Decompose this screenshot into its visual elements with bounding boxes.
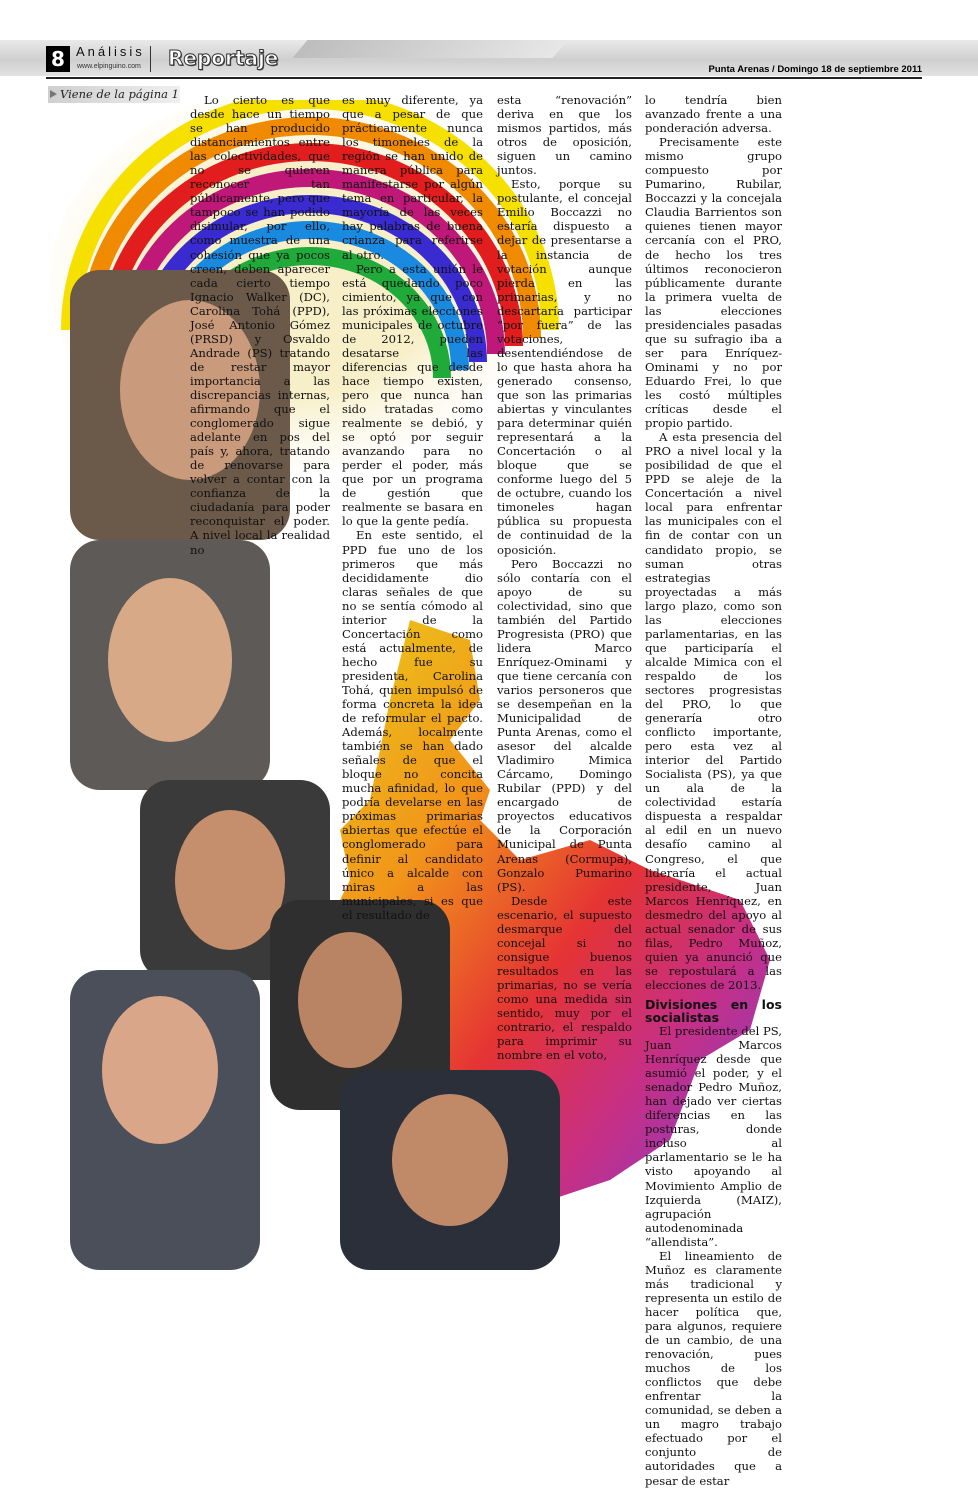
article-paragraph: Esto, porque su postulante, el concejal Emilio Boccazzi no estaría dispuesto a dejar de presentarse a la instancia de votación aunque pierda en las primarias, y no descartaría participar “por fuera” de las votaciones, desentendiéndose de lo que hasta ahora ha generado consenso, que son las primarias abiertas y vinculantes para determinar quién representará a la Concertación o al bloque que se conforme luego del 5 de octubre, cuando los timoneles hagan pública su propuesta de continuidad de la oposición.	[497, 177, 632, 557]
page-number: 8	[46, 46, 70, 72]
page-header	[0, 0, 978, 80]
brand-divider	[150, 46, 151, 72]
article-paragraph: esta “renovación” deriva en que los mismos partidos, más otros de oposición, siguen un camino juntos.	[497, 93, 632, 178]
section-title: Reportaje	[168, 46, 279, 70]
article-paragraph: Pero Boccazzi no sólo contaría con el apoyo de su colectividad, sino que también del Partido Progresista (PRO) que lidera Marco Enríquez-Ominami y que tiene cercanía con varios personeros que se desempeñan en la Municipalidad de Punta Arenas, como el asesor del alcalde Vladimiro Mimica Cárcamo, Domingo Rubilar (PPD) y del encargado de proyectos educativos de la Corporación Municipal de Punta Arenas (Cormupa), Gonzalo Pumarino (PS).	[497, 556, 632, 894]
article-column-1	[190, 93, 330, 557]
portrait-face-4	[102, 996, 218, 1144]
article-paragraph: Lo cierto es que desde hace un tiempo se han producido distanciamientos entre las colectividades, que no se quieren reconocer tan públicamente, pero que tampoco se han podido disimular, por ello, como muestra de una cohesión que ya pocos creen, deben aparecer cada cierto tiempo Ignacio Walker (DC), Carolina Tohá (PPD), José Antonio Gómez (PRSD) y Osvaldo Andrade (PS) tratando de restar mayor importancia a las discrepancias internas, afirmando que el conglomerado sigue adelante en pos del país y, ahora, tratando de renovarse para volver a contar con la confianza de la ciudadanía para poder reconquistar el poder. A nivel local la realidad no	[190, 93, 330, 557]
article-paragraph: A esta presencia del PRO a nivel local y la posibilidad de que el PPD se aleje de la Concertación a nivel local para enfrentar las municipales con el fin de contar con un candidato propio, se suman otras estrategias proyectadas a más largo plazo, como son las elecciones parlamentarias, en las que participaría el alcalde Mimica con el respaldo de los sectores progresistas del PRO, lo que generaría otro conflicto importante, pero esta vez al interior del Partido Socialista (PS), ya que un ala de la colectividad estaría dispuesta a respaldar al edil en un nuevo desafío camino al Congreso, el que lideraría el actual presidente, Juan Marcos Henríquez, en desmedro del apoyo al actual senador de sus filas, Pedro Muñoz, quien ya anunció que se repostulará a las elecciones de 2013.	[645, 430, 782, 992]
article-paragraph: En este sentido, el PPD fue uno de los primeros que más decididamente dio claras señales de que no se sentía cómodo al interior de la Concertación como está actualmente, de hecho fue su presidenta, Carolina Tohá, quien impulsó de forma concreta la idea de reformular el pacto. Además, localmente también se han dado señales de que el bloque no concita mucha afinidad, lo que podría develarse en las próximas primarias abiertas que efectúe el conglomerado para definir al candidato único a alcalde con miras a las municipales, si es que el resultado de	[342, 528, 483, 922]
dateline: Punta Arenas / Domingo 18 de septiembre 2011	[708, 64, 922, 75]
portrait-face-2	[108, 578, 232, 742]
portrait-face-6	[392, 1094, 508, 1226]
article-paragraph: Precisamente este mismo grupo compuesto por Pumarino, Rubilar, Boccazzi y la concejala Claudia Barrientos son quienes tienen mayor cercanía con el PRO, de hecho los tres últimos reconocieron públicamente durante la primera vuelta de las elecciones presidenciales pasadas que su sufragio iba a ser para Enríquez-Ominami y no por Eduardo Frei, lo que les costó múltiples críticas desde el propio partido.	[645, 135, 782, 431]
continued-from-label: Viene de la página 1	[48, 86, 180, 103]
portrait-face-3	[175, 810, 285, 950]
article-column-2	[342, 93, 483, 922]
brand-logo: Análisis	[76, 44, 145, 59]
article-paragraph: Desde este escenario, el supuesto desmarque del concejal si no consigue buenos resultados en las primarias, no se vería como una medida sin sentido, muy por el contrario, el respaldo para imprimir su nombre en el voto,	[497, 893, 632, 1063]
article-paragraph: El presidente del PS, Juan Marcos Henríquez desde que asumió el poder, y el senador Pedro Muñoz, han dejado ver ciertas diferencias en las posturas, donde incluso al parlamentario se le ha visto apoyando al Movimiento Amplio de Izquierda (MAIZ), agrupación autodenominada “allendista”.	[645, 1024, 782, 1249]
article-column-3	[497, 93, 632, 1062]
header-rule	[46, 77, 922, 79]
article-paragraph: Pero a esta unión le está quedando poco cimiento, ya que con las próximas elecciones municipales de octubre de 2012, pueden desatarse las diferencias que desde hace tiempo existen, pero que nunca han sido tratadas como realmente se debió, y se optó por seguir avanzando para no perder el poder, más que por un programa de gestión que realmente se basara en lo que la gente pedía.	[342, 261, 483, 529]
article-paragraph: El lineamiento de Muñoz es claramente más tradicional y representa un estilo de hacer política que, para algunos, requiere de un cambio, de una renovación, pues muchos de los conflictos que debe enfrentar la comunidad, se deben a un magro trabajo efectuado por el conjunto de autoridades que a pesar de estar	[645, 1248, 782, 1488]
article-paragraph: lo tendría bien avanzado frente a una ponderación adversa.	[645, 93, 782, 136]
article-paragraph: es muy diferente, ya que a pesar de que prácticamente nunca los timoneles de la región se han unido de manera pública para manifestarse por algún tema en particular, la mayoría de las veces hay palabras de buena crianza para referirse al otro.	[342, 93, 483, 262]
header-decoration	[292, 40, 567, 58]
section-subheading: Divisiones en los socialistas	[645, 997, 782, 1025]
article-column-4	[645, 93, 782, 1488]
brand-url: www.elpinguino.com	[77, 63, 141, 70]
portrait-face-5	[298, 932, 402, 1068]
